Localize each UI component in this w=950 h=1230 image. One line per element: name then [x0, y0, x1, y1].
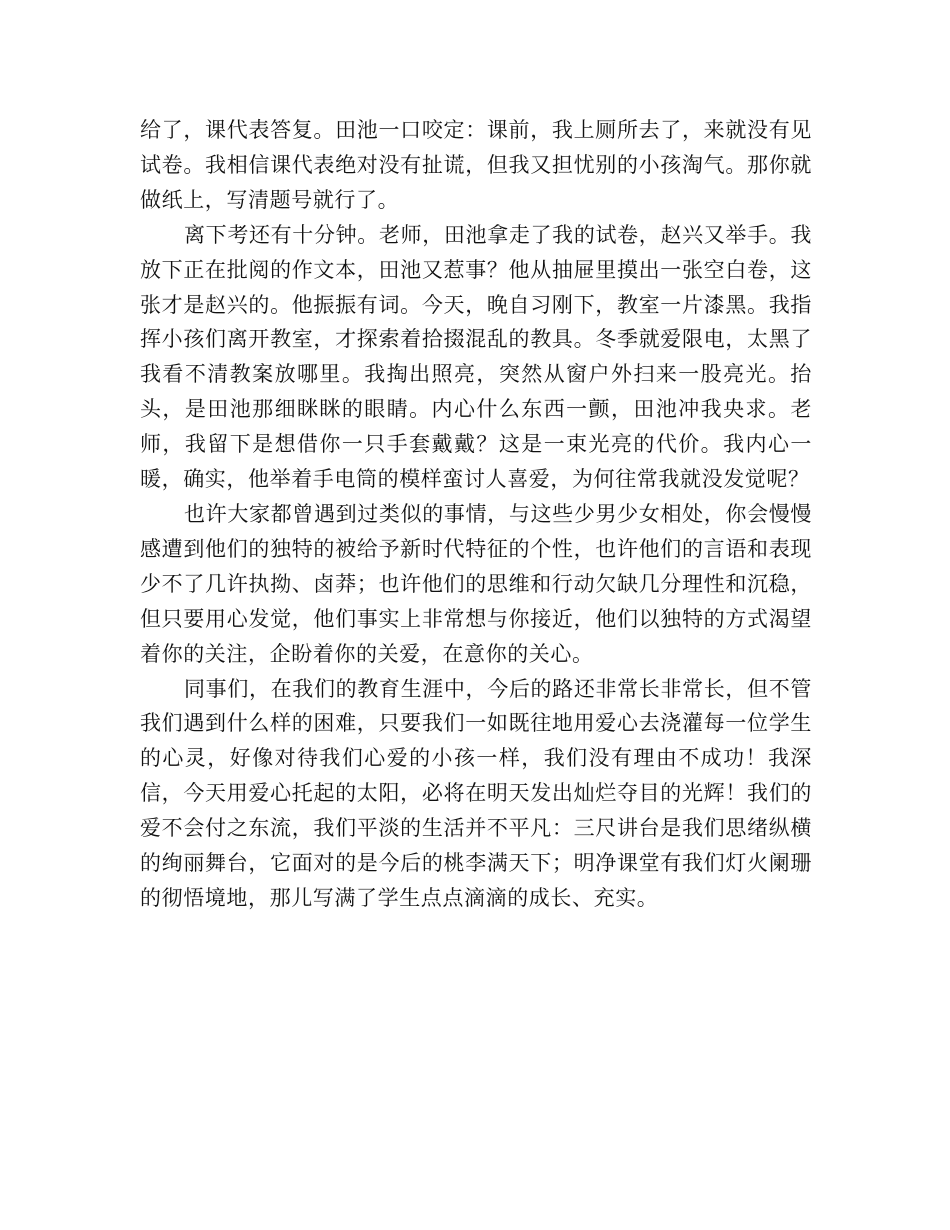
- paragraph-continuation: 给了，课代表答复。田池一口咬定：课前，我上厕所去了，来就没有见试卷。我相信课代表绝对没有扯谎，但我又担忧别的小孩淘气。那你就做纸上，写清题号就行了。: [140, 118, 812, 212]
- paragraph-reflection: 也许大家都曾遇到过类似的事情，与这些少男少女相处，你会慢慢感遭到他们的独特的被给予新时代特征的个性，也许他们的言语和表现少不了几许执拗、卤莽；也许他们的思维和行动欠缺几分理性和沉稳，但只要用心发觉，他们事实上非常想与你接近，他们以独特的方式渴望着你的关注，企盼着你的关爱，在意你的关心。: [140, 501, 812, 666]
- document-body: [140, 113, 812, 916]
- paragraph-conclusion: 同事们，在我们的教育生涯中，今后的路还非常长非常长，但不管我们遇到什么样的困难，只要我们一如既往地用爱心去浇灌每一位学生的心灵，好像对待我们心爱的小孩一样，我们没有理由不成功！我深信，今天用爱心托起的太阳，必将在明天发出灿烂夺目的光辉！我们的爱不会付之东流，我们平淡的生活并不平凡：三尺讲台是我们思绪纵横的绚丽舞台，它面对的是今后的桃李满天下；明净课堂有我们灯火阑珊的彻悟境地，那儿写满了学生点点滴滴的成长、充实。: [140, 676, 812, 910]
- paragraph-story: 离下考还有十分钟。老师，田池拿走了我的试卷，赵兴又举手。我放下正在批阅的作文本，田池又惹事？他从抽屉里摸出一张空白卷，这张才是赵兴的。他振振有词。今天，晚自习刚下，教室一片漆黑。我指挥小孩们离开教室，才探索着拾掇混乱的教具。冬季就爱限电，太黑了我看不清教案放哪里。我掏出照亮，突然从窗户外扫来一股亮光。抬头，是田池那细眯眯的眼睛。内心什么东西一颤，田池冲我央求。老师，我留下是想借你一只手套戴戴？这是一束光亮的代价。我内心一暖，确实，他举着手电筒的模样蛮讨人喜爱，为何往常我就没发觉呢？: [140, 222, 812, 492]
